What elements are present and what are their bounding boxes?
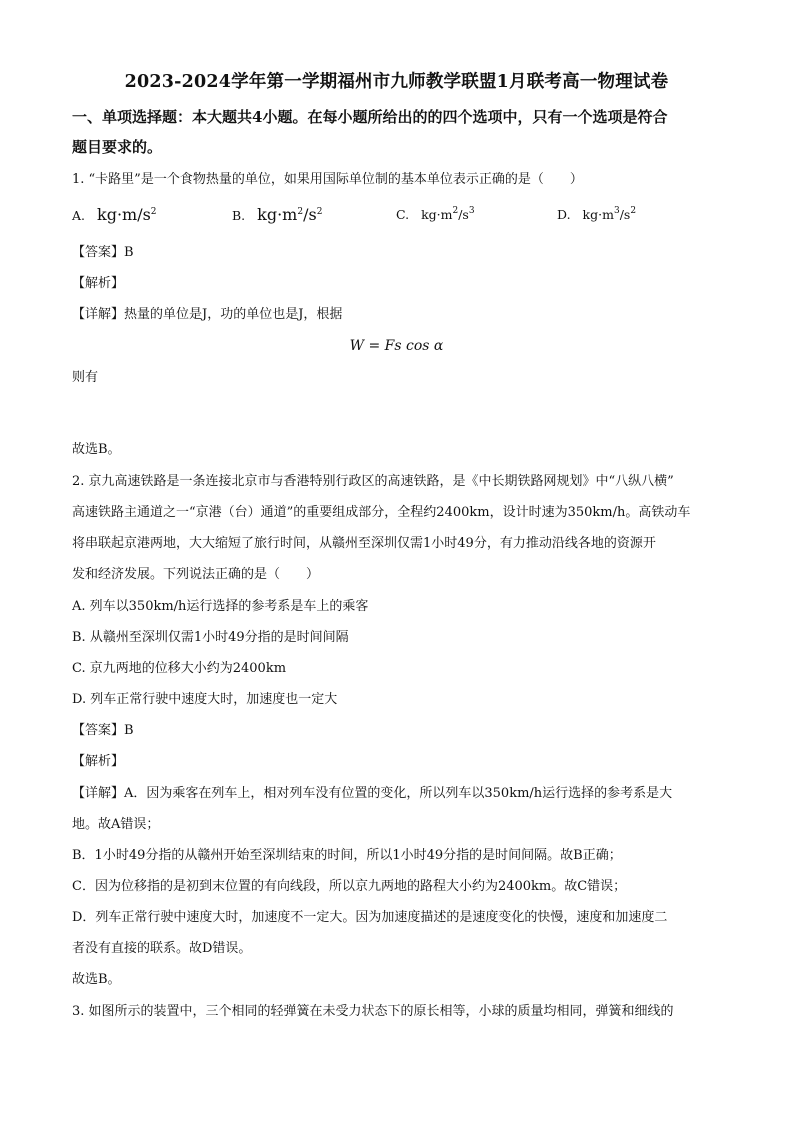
q2-option-d: D. 列车正常行驶中速度大时，加速度也一定大 [72, 692, 338, 707]
q2-stem-line: 2. 京九高速铁路是一条连接北京市与香港特别行政区的高速铁路，是《中长期铁路网规划》中“八纵八横” [72, 474, 674, 489]
q1-conclusion: 故选B。 [72, 442, 121, 457]
section-heading-line2: 题目要求的。 [72, 138, 163, 156]
q2-option-b: B. 从赣州至深圳仅需1小时49分指的是时间间隔 [72, 630, 349, 645]
q1-option-b: B. $kg\cdot m^2/s^2$ [232, 205, 323, 224]
page-title: 2023-2024学年第一学期福州市九师教学联盟1月联考高一物理试卷 [124, 72, 669, 92]
q2-stem-line: 高速铁路主通道之一“京港（台）通道”的重要组成部分，全程约2400km，设计时速为350km/h。高铁动车 [72, 505, 691, 520]
q2-answer: 【答案】B [72, 723, 134, 738]
q2-stem-line: 发和经济发展。下列说法正确的是（ ） [72, 567, 320, 582]
q2-option-a: A. 列车以350km/h运行选择的参考系是车上的乘客 [72, 599, 369, 614]
q2-detail-line: D．列车正常行驶中速度大时，加速度不一定大。因为加速度描述的是速度变化的快慢，速度和加速度二 [72, 910, 668, 925]
q2-conclusion: 故选B。 [72, 972, 121, 987]
q2-detail-line: 【详解】A．因为乘客在列车上，相对列车没有位置的变化，所以列车以350km/h运行选择的参考系是大 [72, 786, 673, 801]
q2-stem-line: 将串联起京港两地，大大缩短了旅行时间，从赣州至深圳仅需1小时49分，有力推动沿线各地的资源开 [72, 536, 656, 551]
q1-analysis-label: 【解析】 [72, 276, 125, 291]
q3-stem: 3. 如图所示的装置中，三个相同的轻弹簧在未受力状态下的原长相等，小球的质量均相同，弹簧和细线的 [72, 1004, 674, 1019]
q1-option-c: C. $kg\cdot m^2/s^3$ [396, 206, 475, 222]
q1-stem: 1. “卡路里”是一个食物热量的单位，如果用国际单位制的基本单位表示正确的是（ ） [72, 172, 583, 187]
q1-option-a: A. $kg\cdot m/s^2$ [72, 205, 157, 224]
q2-detail-line: 者没有直接的联系。故D错误。 [72, 941, 252, 956]
q2-analysis-label: 【解析】 [72, 754, 125, 769]
q1-answer: 【答案】B [72, 245, 134, 260]
q2-detail-line: 地。故A错误； [72, 817, 160, 832]
q2-option-c: C. 京九两地的位移大小约为2400km [72, 661, 287, 676]
q1-formula: W = Fs cos α [349, 338, 444, 354]
q2-detail-line: B．1小时49分指的从赣州开始至深圳结束的时间，所以1小时49分指的是时间间隔。故B正确； [72, 848, 622, 863]
section-heading-line1: 一、单项选择题：本大题共4小题。在每小题所给出的的四个选项中，只有一个选项是符合 [72, 108, 668, 126]
q1-then: 则有 [72, 370, 99, 385]
q1-option-d: D. $kg\cdot m^3/s^2$ [557, 206, 637, 222]
q1-detail: 【详解】热量的单位是J，功的单位也是J，根据 [72, 307, 343, 322]
q2-detail-line: C．因为位移指的是初到末位置的有向线段，所以京九两地的路程大小约为2400km。故C错误； [72, 879, 627, 894]
